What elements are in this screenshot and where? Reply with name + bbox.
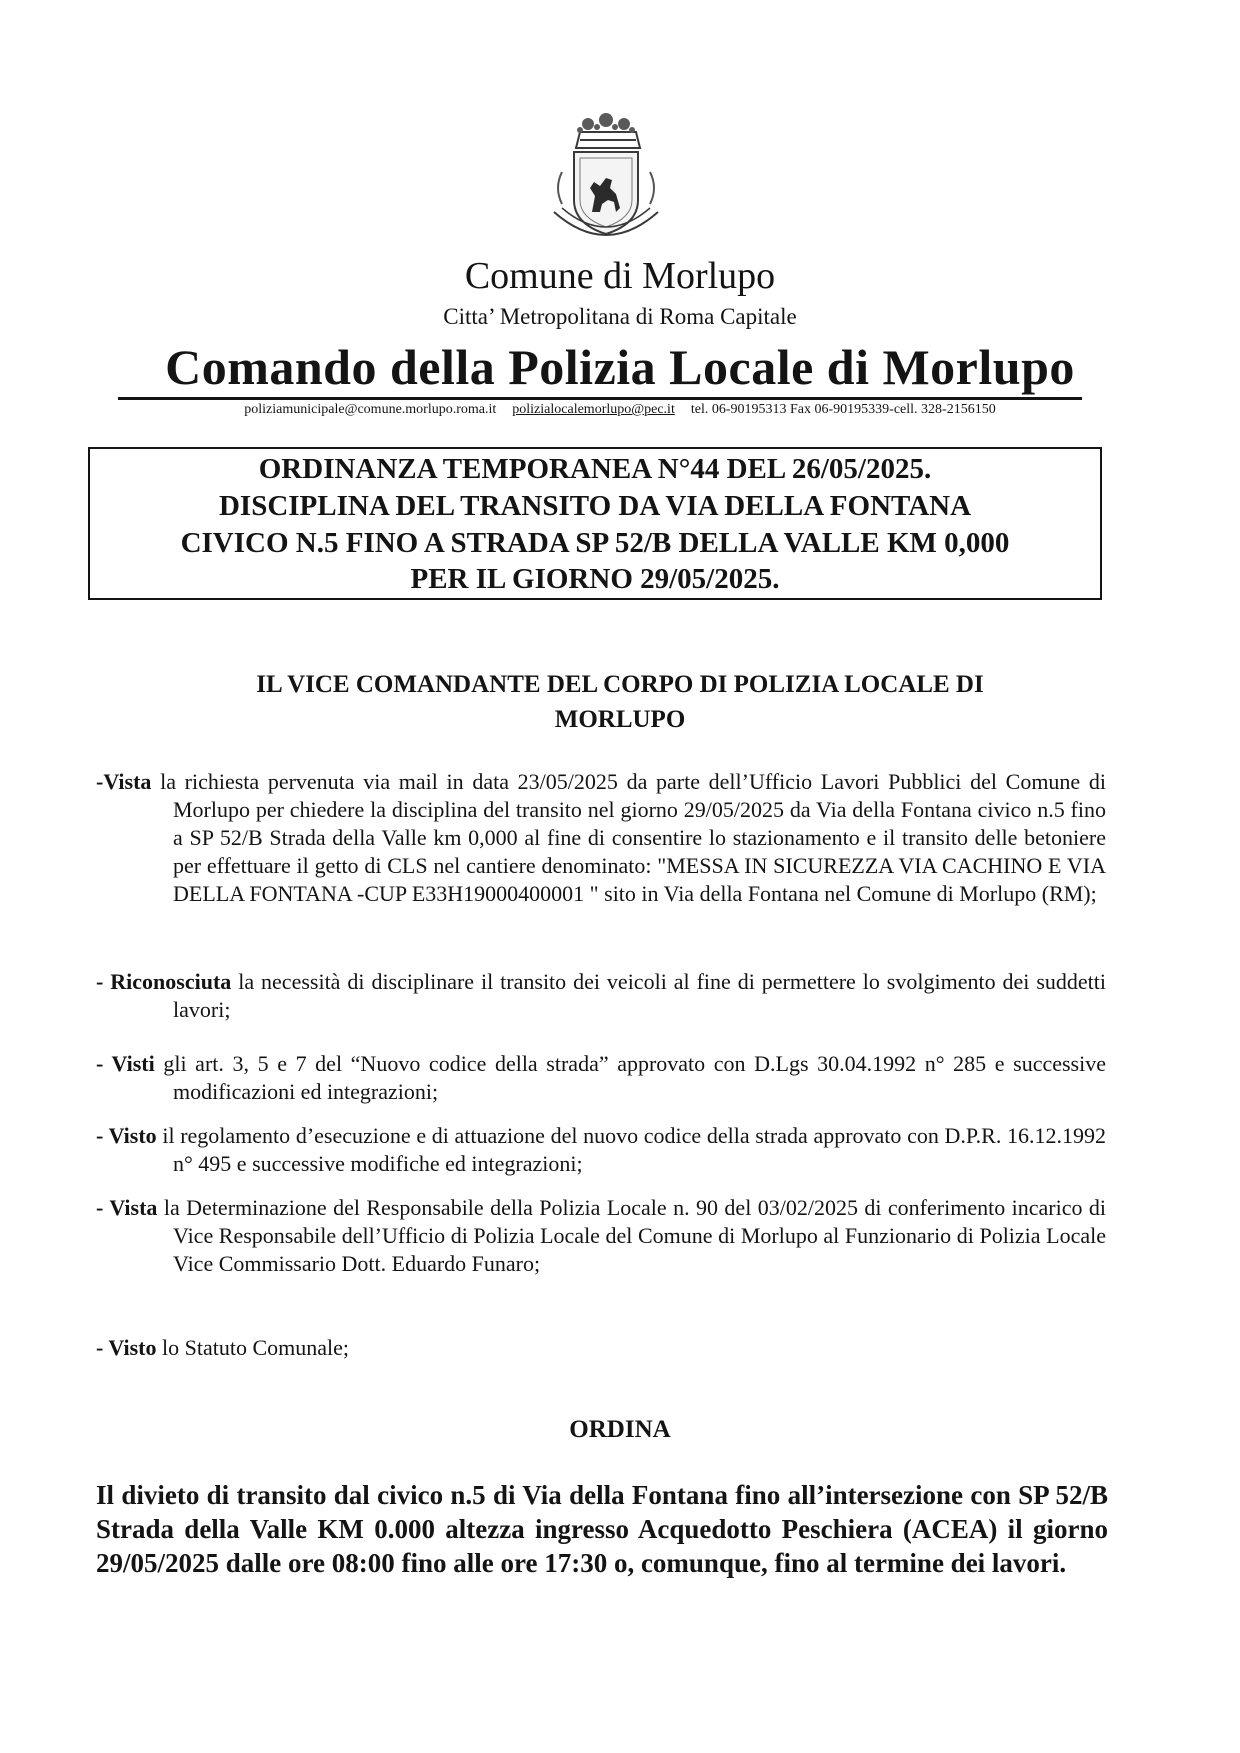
premise-text: lo Statuto Comunale;: [156, 1335, 349, 1360]
contact-line: [0, 402, 1240, 418]
ordina-heading: ORDINA: [569, 1416, 671, 1443]
premise-text: la richiesta pervenuta via mail in data 23/05/2025 da parte dell’Ufficio Lavori Pubblici del Comune di Morlupo per chiedere la disciplina del transito nel giorno 29/05/2025 da Via della Fontana civico n.5 fino a SP 52/B Strada della Valle km 0,000 al fine di consentire lo stazionamento e il transito delle betoniere per effettuare il getto di CLS nel cantiere denominato: "MESSA IN SICUREZZA VIA CACHINO E VIA DELLA FONTANA -CUP E33H19000400001 " sito in Via della Fontana nel Comune di Morlupo (RM);: [151, 769, 1106, 906]
org-subtitle: Citta’ Metropolitana di Roma Capitale: [443, 304, 797, 329]
issuer-heading-line-2: MORLUPO: [554, 706, 686, 733]
premise-text: la Determinazione del Responsabile della Polizia Locale n. 90 del 03/02/2025 di conferimento incarico di Vice Responsabile dell’Ufficio di Polizia Locale del Comune di Morlupo al Funzionario di Polizia Locale Vice Commissario Dott. Eduardo Funaro;: [157, 1195, 1107, 1276]
crest-drawing: [540, 108, 672, 258]
premise-paragraph: [96, 968, 1106, 1024]
ordinance-title-line-2: DISCIPLINA DEL TRANSITO DA VIA DELLA FONTANA: [218, 490, 972, 522]
premise-lead: - Riconosciuta: [96, 969, 232, 994]
premise-paragraph: [96, 768, 1106, 908]
premise-lead: - Visto: [96, 1335, 157, 1360]
coat-of-arms-crest: [540, 108, 672, 258]
org-name: Comune di Morlupo: [464, 255, 776, 297]
contact-pec[interactable]: polizialocalemorlupo@pec.it: [512, 402, 675, 417]
ordinance-title-line-4: PER IL GIORNO 29/05/2025.: [410, 563, 780, 595]
ordinance-title-box: [88, 447, 1102, 600]
premise-lead: - Visto: [96, 1123, 157, 1148]
premise-paragraph: [96, 1122, 1106, 1178]
premise-lead: -Vista: [96, 769, 152, 794]
premise-text: la necessità di disciplinare il transito dei veicoli al fine di permettere lo svolgimento dei suddetti lavori;: [173, 969, 1107, 1022]
org-title: Comando della Polizia Locale di Morlupo: [165, 339, 1075, 395]
premise-paragraph: [96, 1050, 1106, 1106]
premise-lead: - Visti: [96, 1051, 155, 1076]
premise-text: il regolamento d’esecuzione e di attuazione del nuovo codice della strada approvato con D.P.R. 16.12.1992 n° 495 e successive modifiche ed integrazioni;: [156, 1123, 1107, 1176]
contact-phones: tel. 06-90195313 Fax 06-90195339-cell. 328-2156150: [690, 402, 996, 417]
premise-text: gli art. 3, 5 e 7 del “Nuovo codice della strada” approvato con D.Lgs 30.04.1992 n° 285 e successive modificazioni ed integrazioni;: [154, 1051, 1106, 1104]
ordinance-title-line-1: ORDINANZA TEMPORANEA N°44 DEL 26/05/2025.: [258, 453, 932, 485]
order-text: Il divieto di transito dal civico n.5 di Via della Fontana fino all’intersezione con SP 52/B Strada della Valle KM 0.000 altezza ingresso Acquedotto Peschiera (ACEA) il giorno 29/05/2025 dalle ore 08:00 fino alle ore 17:30 o, comunque, fino al termine dei lavori.: [96, 1480, 1108, 1578]
ordinance-title-line-3: CIVICO N.5 FINO A STRADA SP 52/B DELLA VALLE KM 0,000: [180, 527, 1010, 559]
premise-paragraph: [96, 1194, 1106, 1278]
contact-email[interactable]: poliziamunicipale@comune.morlupo.roma.it: [244, 402, 497, 417]
premise-paragraph: [96, 1334, 1106, 1362]
premise-lead: - Vista: [96, 1195, 158, 1220]
header-rule: [118, 397, 1082, 400]
issuer-heading-line-1: IL VICE COMANDANTE DEL CORPO DI POLIZIA LOCALE DI: [256, 671, 984, 698]
